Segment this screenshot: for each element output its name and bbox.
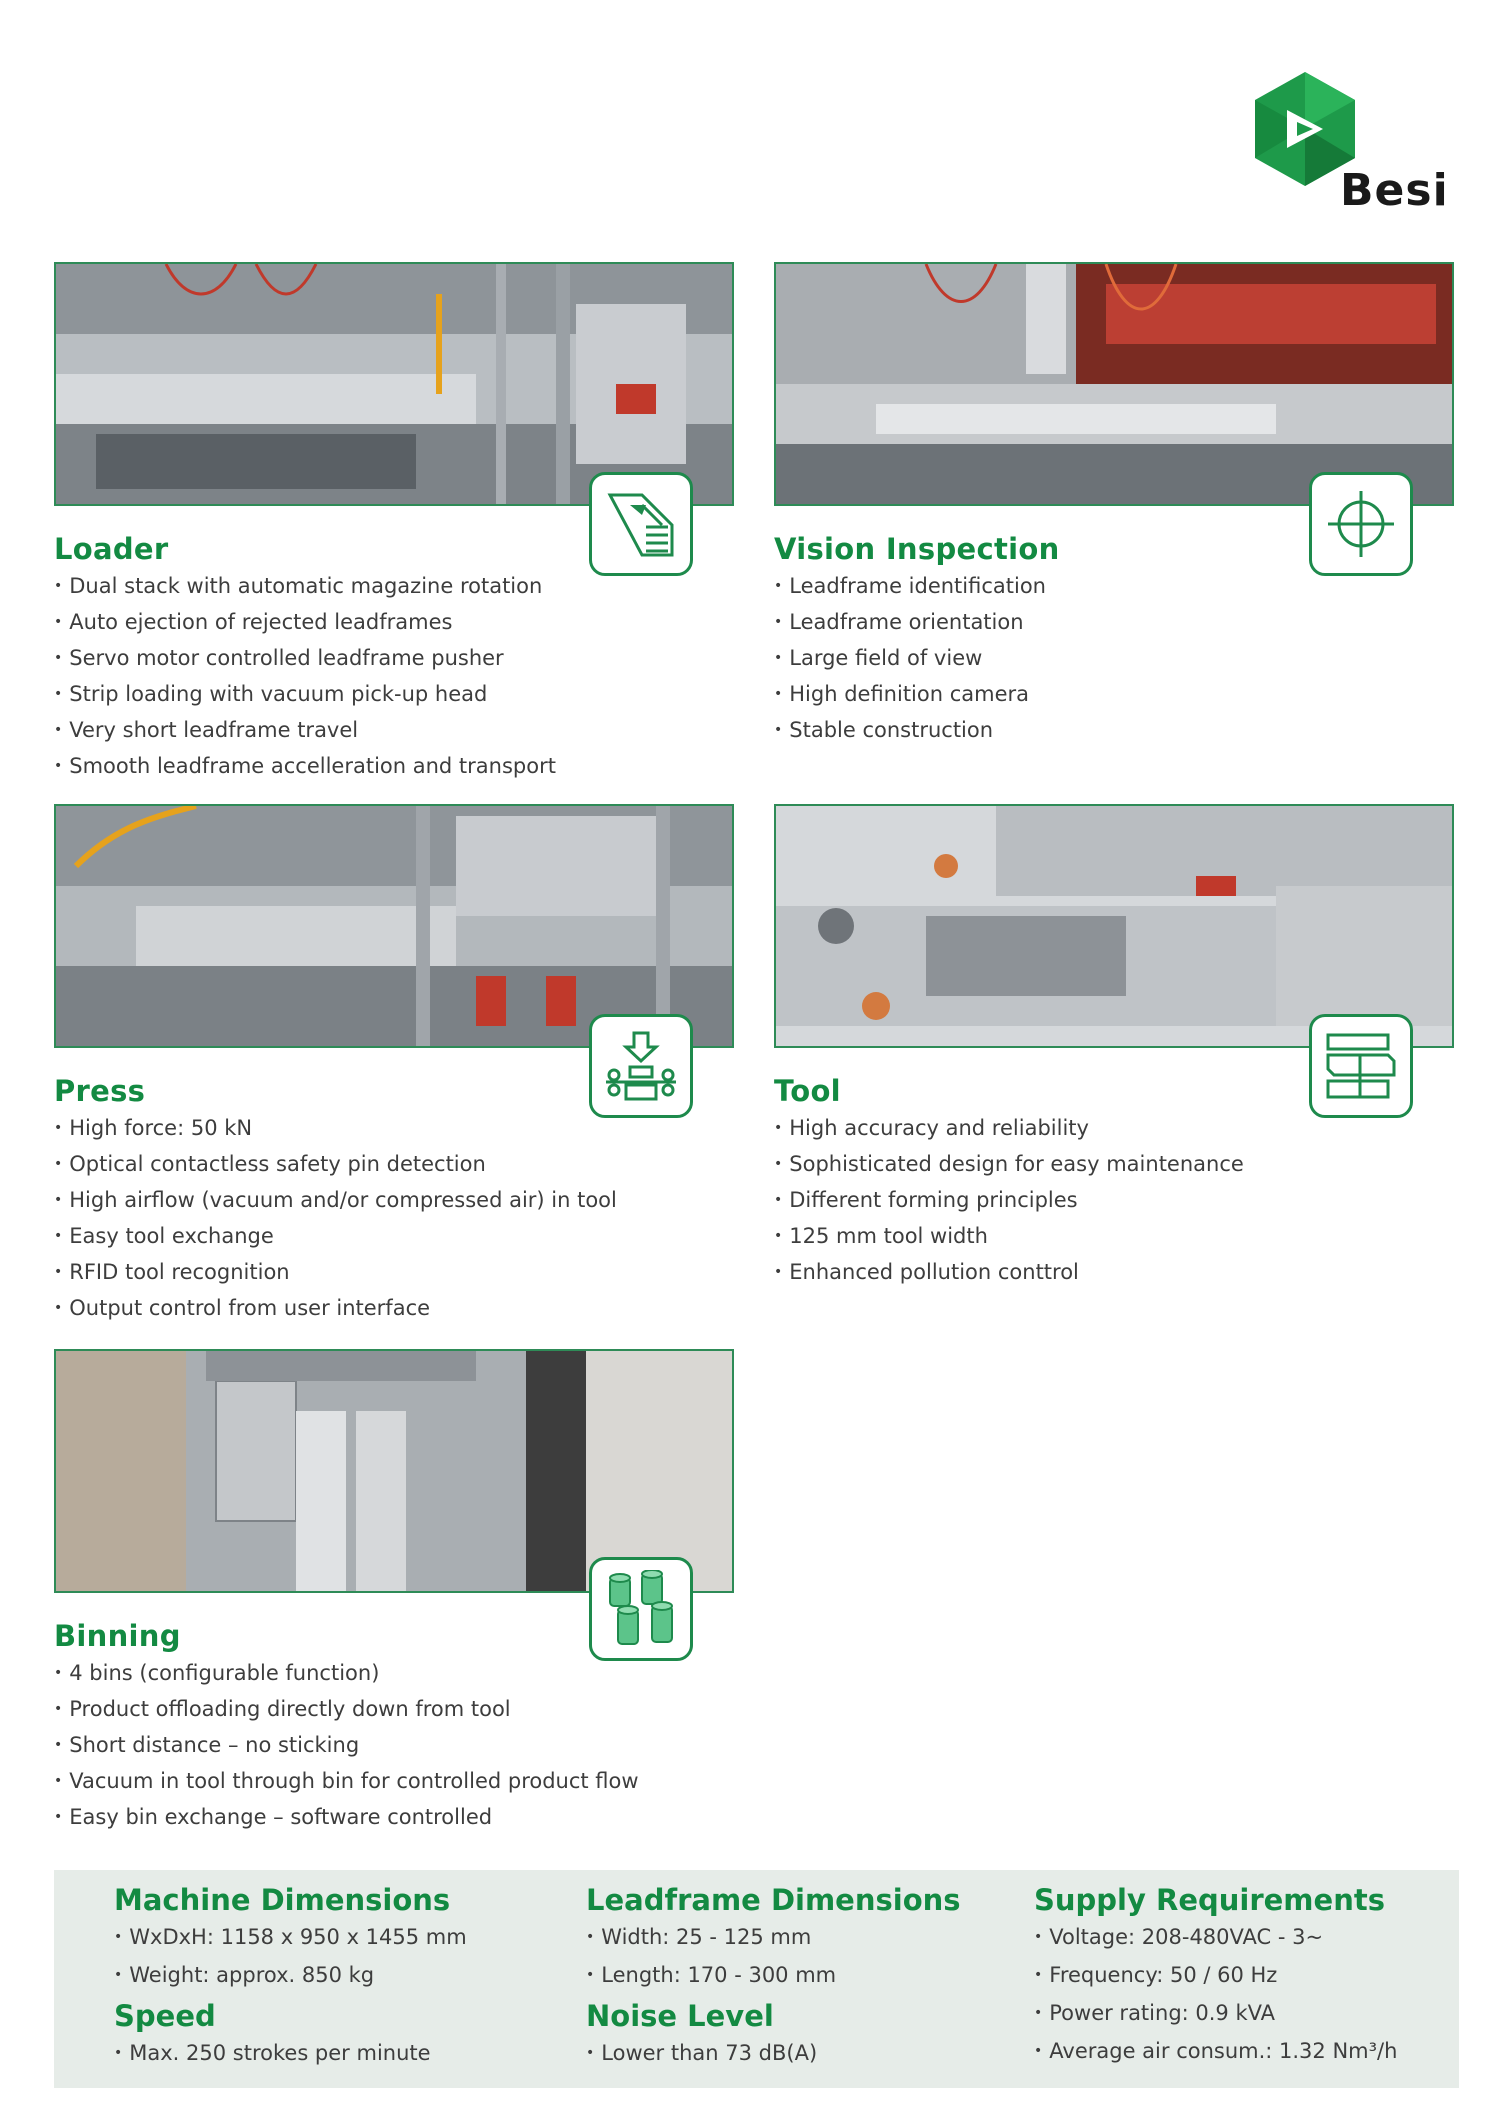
machine-dimensions-title: Machine Dimensions (114, 1883, 451, 1917)
list-item: • Frequency: 50 / 60 Hz (1034, 1958, 1397, 1996)
list-item: • Short distance – no sticking (54, 1729, 639, 1765)
tool-photo (774, 804, 1454, 1048)
vision-title: Vision Inspection (774, 532, 1060, 566)
binning-title: Binning (54, 1619, 181, 1653)
list-item: • Enhanced pollution conttrol (774, 1256, 1244, 1292)
press-photo (54, 804, 734, 1048)
loader-title: Loader (54, 532, 169, 566)
press-section (54, 804, 734, 1324)
list-item: • RFID tool recognition (54, 1256, 617, 1292)
list-item: • Easy tool exchange (54, 1220, 617, 1256)
press-bullets (54, 1112, 617, 1328)
crosshair-icon (1309, 472, 1413, 576)
noise-level-title: Noise Level (586, 1999, 774, 2033)
bins-icon (589, 1557, 693, 1661)
binning-bullets (54, 1657, 639, 1837)
list-item: • Easy bin exchange – software controlled (54, 1801, 639, 1837)
list-item: • Sophisticated design for easy maintenance (774, 1148, 1244, 1184)
stacked-plates-icon (1309, 1014, 1413, 1118)
list-item: • High accuracy and reliability (774, 1112, 1244, 1148)
loader-bullets (54, 570, 556, 786)
list-item: • 4 bins (configurable function) (54, 1657, 639, 1693)
list-item: • Large field of view (774, 642, 1046, 678)
list-item: • Smooth leadframe accelleration and transport (54, 750, 556, 786)
vision-photo (774, 262, 1454, 506)
binning-section (54, 1349, 734, 1849)
list-item: • Max. 250 strokes per minute (114, 2036, 467, 2074)
list-item: • Optical contactless safety pin detection (54, 1148, 617, 1184)
spec-column-leadframe (586, 1880, 961, 2074)
specifications-panel (54, 1870, 1459, 2088)
list-item: • 125 mm tool width (774, 1220, 1244, 1256)
tool-bullets (774, 1112, 1244, 1292)
supply-requirements-title: Supply Requirements (1034, 1883, 1385, 1917)
list-item: • Output control from user interface (54, 1292, 617, 1328)
tool-title: Tool (774, 1074, 841, 1108)
list-item: • Leadframe orientation (774, 606, 1046, 642)
list-item: • Lower than 73 dB(A) (586, 2036, 961, 2074)
list-item: • Leadframe identification (774, 570, 1046, 606)
list-item: • Length: 170 - 300 mm (586, 1958, 961, 1996)
list-item: • High force: 50 kN (54, 1112, 617, 1148)
list-item: • Width: 25 - 125 mm (586, 1920, 961, 1958)
list-item: • Average air consum.: 1.32 Nm³/h (1034, 2034, 1397, 2072)
list-item: • Stable construction (774, 714, 1046, 750)
list-item: • Dual stack with automatic magazine rotation (54, 570, 556, 606)
list-item: • Power rating: 0.9 kVA (1034, 1996, 1397, 2034)
vision-bullets (774, 570, 1046, 750)
press-icon (589, 1014, 693, 1118)
leadframe-dimensions-title: Leadframe Dimensions (586, 1883, 961, 1917)
list-item: • Strip loading with vacuum pick-up head (54, 678, 556, 714)
speed-title: Speed (114, 1999, 216, 2033)
loader-section (54, 262, 734, 782)
list-item: • High airflow (vacuum and/or compressed air) in tool (54, 1184, 617, 1220)
list-item: • Very short leadframe travel (54, 714, 556, 750)
list-item: • Voltage: 208-480VAC - 3~ (1034, 1920, 1397, 1958)
brand-name: Besi (1340, 165, 1449, 216)
list-item: • Vacuum in tool through bin for controlled product flow (54, 1765, 639, 1801)
loader-photo (54, 262, 734, 506)
list-item: • High definition camera (774, 678, 1046, 714)
list-item: • Servo motor controlled leadframe pusher (54, 642, 556, 678)
press-title: Press (54, 1074, 146, 1108)
tool-section (774, 804, 1454, 1324)
list-item: • Weight: approx. 850 kg (114, 1958, 467, 1996)
spec-column-machine (114, 1880, 467, 2074)
list-item: • Auto ejection of rejected leadframes (54, 606, 556, 642)
list-item: • Different forming principles (774, 1184, 1244, 1220)
list-item: • WxDxH: 1158 x 950 x 1455 mm (114, 1920, 467, 1958)
magazine-loader-icon (589, 472, 693, 576)
vision-section (774, 262, 1454, 782)
list-item: • Product offloading directly down from tool (54, 1693, 639, 1729)
spec-column-supply (1034, 1880, 1397, 2072)
